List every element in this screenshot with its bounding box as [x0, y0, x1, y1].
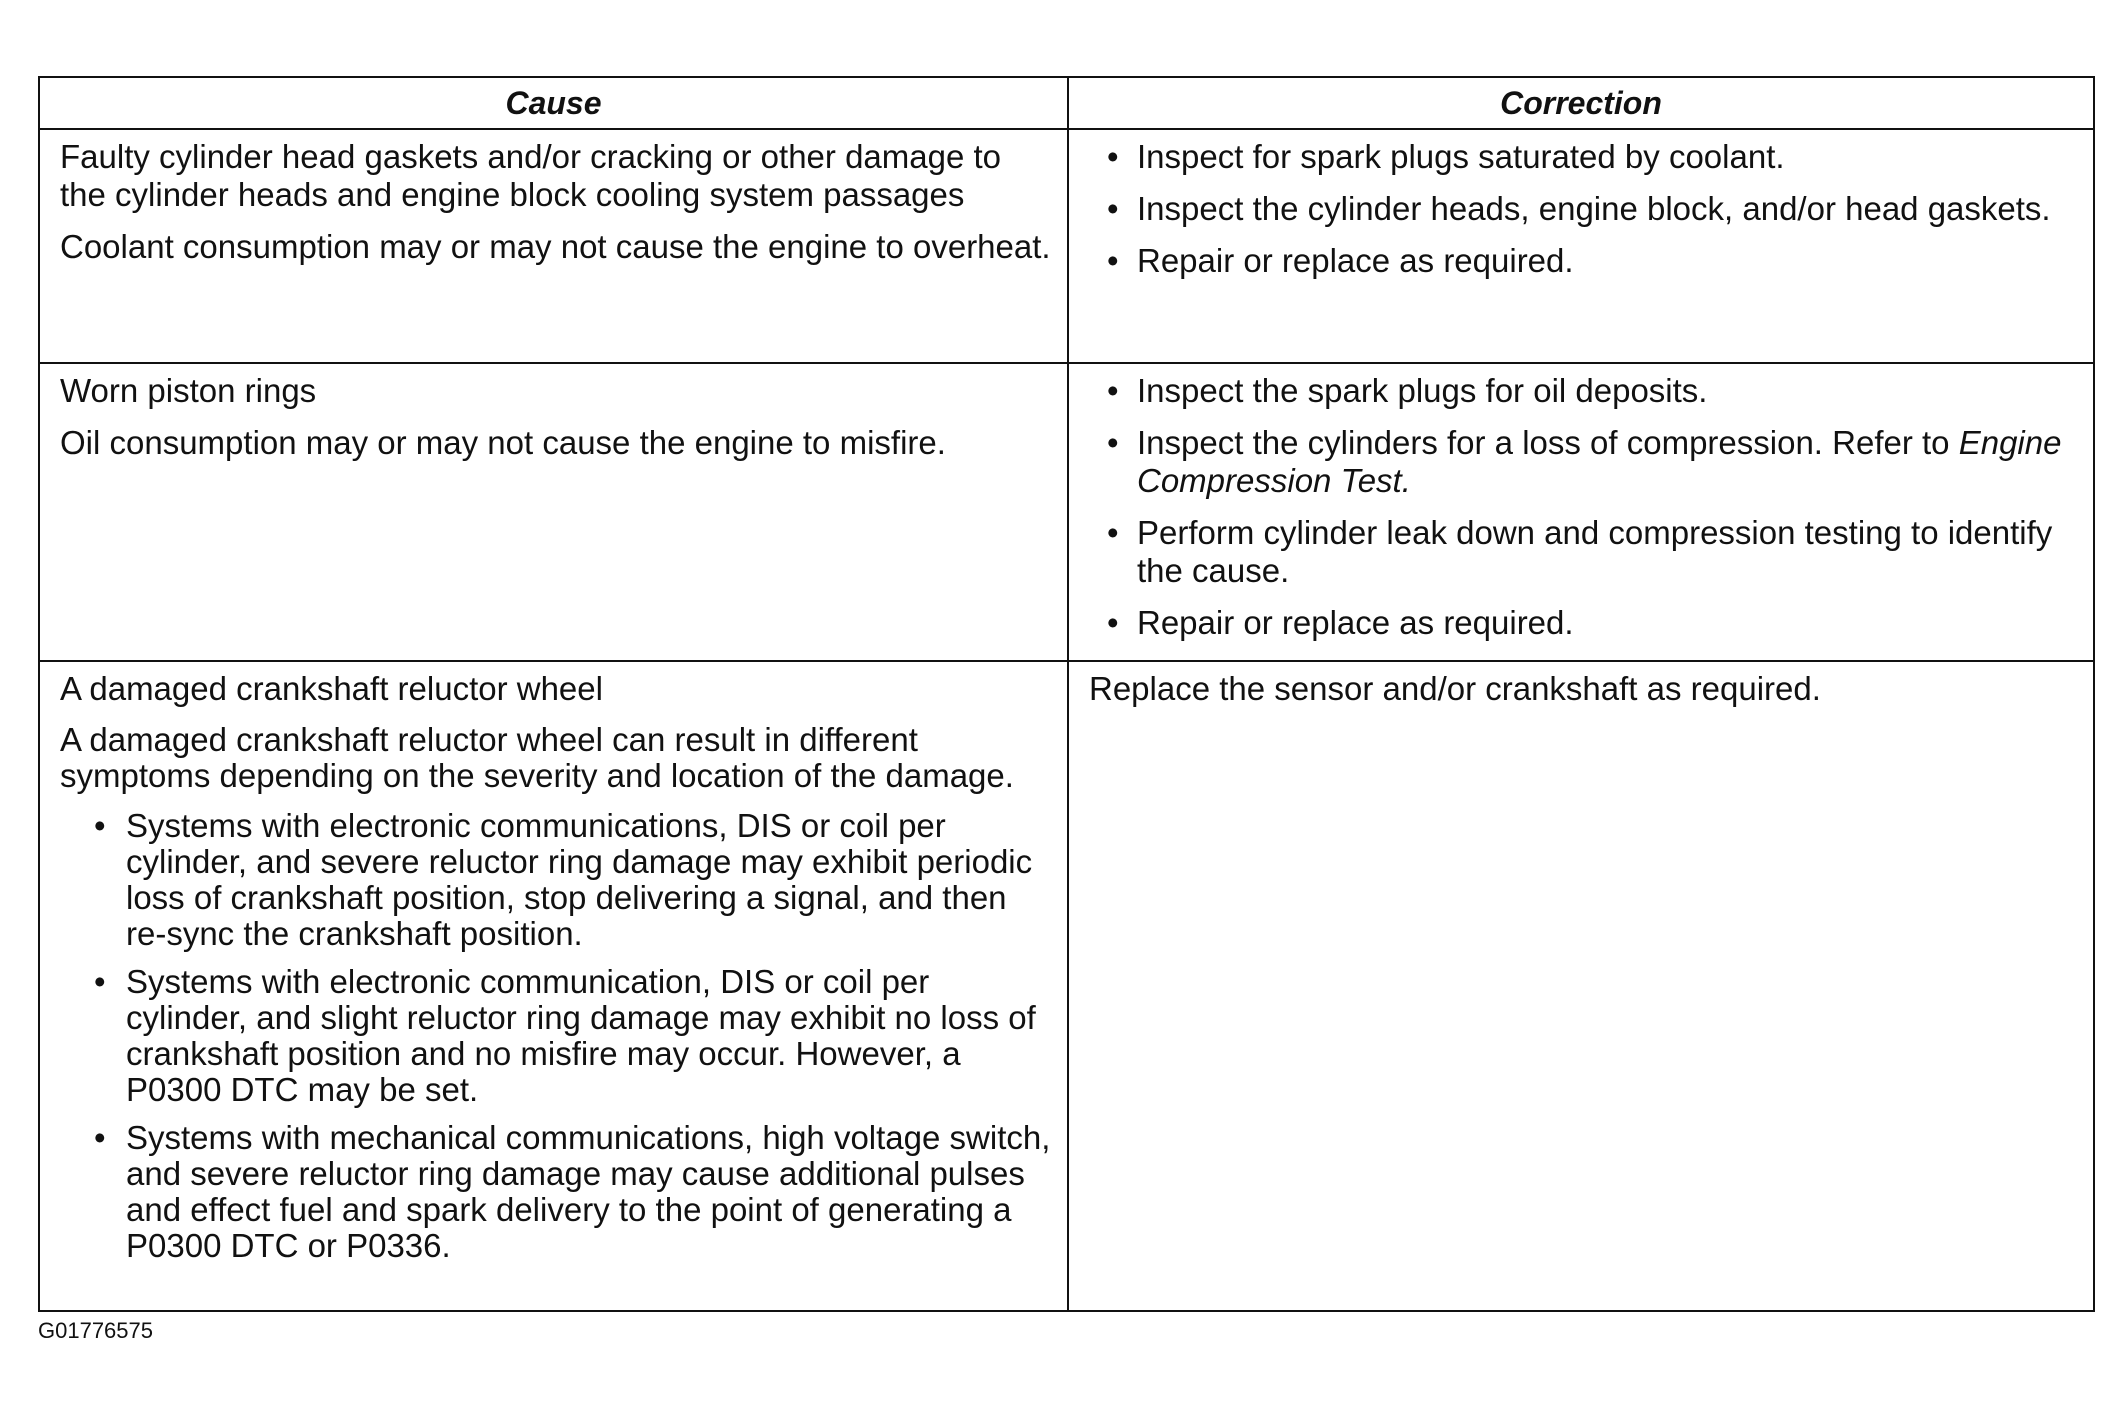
- correction-list: [1089, 138, 2079, 280]
- correction-paragraph: Replace the sensor and/or crankshaft as required.: [1089, 670, 1821, 707]
- list-item: [60, 964, 1053, 1108]
- cause-paragraph: Oil consumption may or may not cause the engine to misfire.: [60, 424, 946, 461]
- bullet-icon: •: [94, 1119, 106, 1156]
- cause-header: Cause: [39, 77, 1068, 129]
- list-item: [1089, 514, 2079, 590]
- cause-paragraph: Coolant consumption may or may not cause the engine to overheat.: [60, 228, 1051, 265]
- correction-cell: [1068, 129, 2094, 363]
- cause-paragraph: Worn piston rings: [60, 372, 317, 409]
- bullet-icon: •: [1107, 242, 1119, 279]
- bullet-icon: •: [1107, 190, 1119, 227]
- correction-cell: [1068, 363, 2094, 661]
- table-row: [39, 661, 2094, 1311]
- list-item: [1089, 424, 2079, 500]
- cause-paragraph: A damaged crankshaft reluctor wheel can result in different symptoms depending on the severity and location of the damage.: [60, 721, 1014, 794]
- cause-bullet-text: Systems with electronic communication, DIS or coil per cylinder, and slight reluctor ring damage may exhibit no loss of crankshaft position and no misfire may occur. However, a P0300 DTC may be set.: [126, 963, 1036, 1108]
- list-item: [1089, 138, 2079, 176]
- list-item: [1089, 190, 2079, 228]
- correction-text: Inspect the cylinder heads, engine block, and/or head gaskets.: [1137, 190, 2051, 227]
- cause-paragraph: A damaged crankshaft reluctor wheel: [60, 670, 603, 707]
- cause-bullet-text: Systems with electronic communications, DIS or coil per cylinder, and severe reluctor ring damage may exhibit periodic loss of crankshaft position, stop delivering a signal, and then re-sync the crankshaft position.: [126, 807, 1033, 952]
- correction-text: Inspect the cylinders for a loss of compression. Refer to: [1137, 424, 1950, 461]
- bullet-icon: •: [1107, 138, 1119, 175]
- table-header-row: [39, 77, 2094, 129]
- correction-text: Inspect the spark plugs for oil deposits.: [1137, 372, 1708, 409]
- cause-cell: [39, 129, 1068, 363]
- bullet-icon: •: [1107, 372, 1119, 409]
- list-item: [1089, 242, 2079, 280]
- correction-text: Inspect for spark plugs saturated by coolant.: [1137, 138, 1785, 175]
- list-item: [1089, 372, 2079, 410]
- diagnostic-table: [38, 76, 2095, 1312]
- correction-header: Correction: [1068, 77, 2094, 129]
- figure-id: G01776575: [38, 1318, 153, 1343]
- bullet-icon: •: [94, 807, 106, 844]
- correction-text: Repair or replace as required.: [1137, 604, 1574, 641]
- cause-bullet-text: Systems with mechanical communications, high voltage switch, and severe reluctor ring damage may cause additional pulses and effect fuel and spark delivery to the point of generating a P0300 DTC or P0336.: [126, 1119, 1051, 1264]
- reference-link[interactable]: Engine Compression Test.: [1137, 424, 2062, 499]
- correction-cell: [1068, 661, 2094, 1311]
- cause-cell: [39, 363, 1068, 661]
- cause-cell: [39, 661, 1068, 1311]
- bullet-icon: •: [94, 963, 106, 1000]
- bullet-icon: •: [1107, 424, 1119, 461]
- correction-text: Repair or replace as required.: [1137, 242, 1574, 279]
- correction-text: Perform cylinder leak down and compression testing to identify the cause.: [1137, 514, 2053, 589]
- list-item: [1089, 604, 2079, 642]
- cause-bullet-list: [60, 808, 1053, 1264]
- bullet-icon: •: [1107, 514, 1119, 551]
- list-item: [60, 808, 1053, 952]
- bullet-icon: •: [1107, 604, 1119, 641]
- list-item: [60, 1120, 1053, 1264]
- table-row: [39, 363, 2094, 661]
- correction-list: [1089, 372, 2079, 642]
- cause-paragraph: Faulty cylinder head gaskets and/or cracking or other damage to the cylinder heads and engine block cooling system passages: [60, 138, 1002, 213]
- table-row: [39, 129, 2094, 363]
